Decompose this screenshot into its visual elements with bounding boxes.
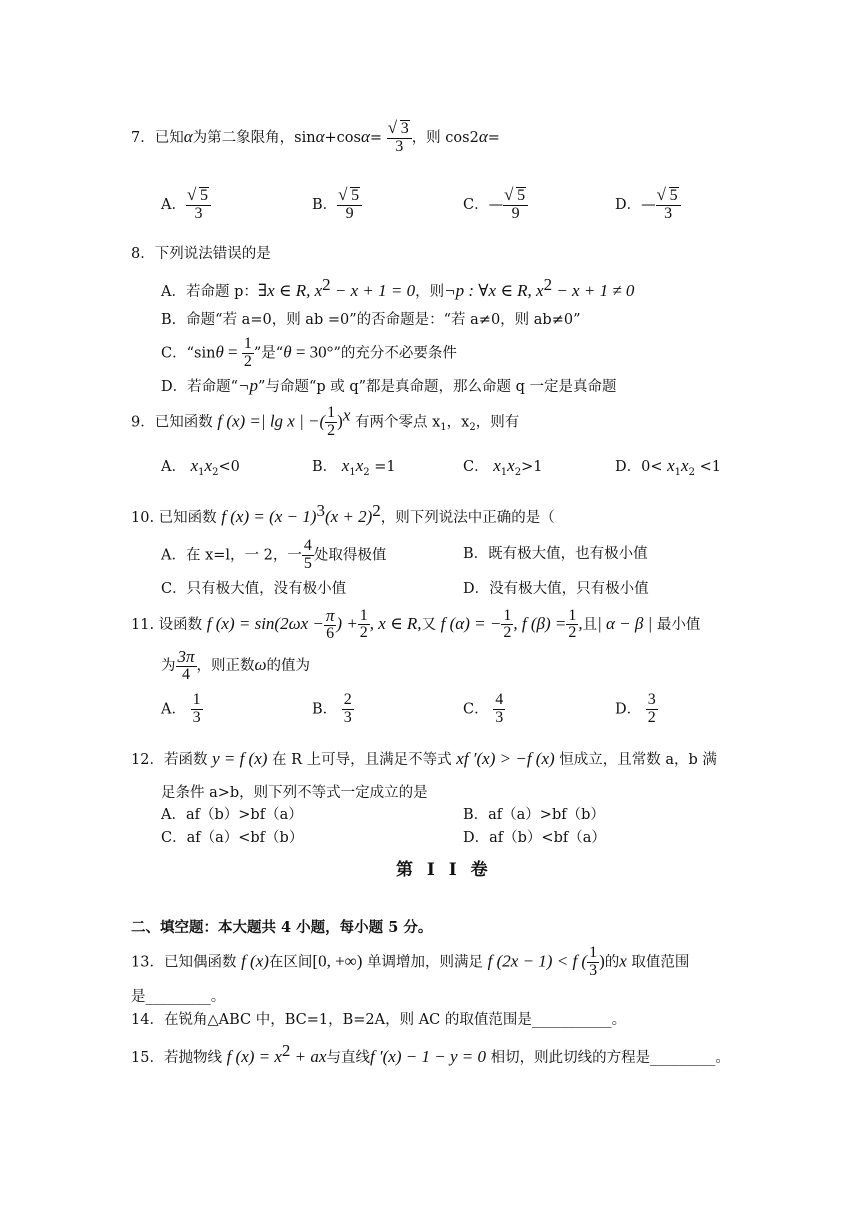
q7-option-c: C．— √ $\frac{5}{9}$: [463, 187, 528, 223]
question-8-stem: 8．下列说法错误的是: [131, 246, 271, 262]
q7-alpha: α: [183, 126, 193, 146]
q13-line-2: 是_________。: [131, 989, 226, 1005]
q8-option-b: B．命题“若 a=0，则 ab =0”的否命题是：“若 a≠0，则 ab≠0”: [161, 312, 581, 328]
q11-option-d: D． $\frac{3}{2}$: [615, 691, 656, 726]
q10-option-d: D．没有极大值，只有极小值: [463, 581, 649, 597]
question-7: [131, 120, 500, 156]
q12-option-b: B．af（a）>bf（b）: [463, 807, 605, 823]
question-12: 12．若函数 y = f (x) 在 R 上可导，且满足不等式 xf ′(x) > −f (x) 恒成立，且常数 a，b 满: [131, 749, 717, 768]
q8-option-a: A．若命题 p：∃x ∈ R, $x^2 - x + 1 = 0$，则¬p : ∀x ∈ R, $x^2 - x + 1 \ne 0$: [161, 275, 635, 300]
q9-option-c: C． $x_1x_2>1$: [463, 456, 543, 478]
q10-option-a: A．在 x=l，一 2，一 $\frac{4}{5}$ 处取得极值: [161, 537, 387, 572]
q11-option-b: B． $\frac{2}{3}$: [312, 691, 352, 726]
q9-option-a: A． $x_1x_2<0$: [161, 456, 240, 478]
q7-option-a: A． √ $\frac{5}{3}$: [161, 187, 211, 223]
question-15: 15．若抛物线 f $(x) = x^2$ + ax与直线f ′(x) − 1 − y = 0 相切，则此切线的方程是_________。: [131, 1041, 730, 1066]
q7-alpha-3: α: [360, 126, 370, 146]
q9-option-d: D．$0< x_1x_2 <1$: [615, 456, 721, 478]
q7-sqrt-value: 3: [400, 120, 409, 137]
q12-option-a: A．af（b）>bf（a）: [161, 807, 303, 823]
q7-value-fraction: [387, 120, 412, 156]
question-14: 14．在锐角△ABC 中，BC=1，B=2A，则 AC 的取值范围是___________。: [131, 1012, 627, 1028]
q12-option-d: D．af（b）<bf（a）: [463, 830, 606, 846]
q9-option-b: B． $x_1x_2 =1$: [312, 456, 396, 478]
q7-alpha-2: α: [315, 126, 325, 146]
q7-plus-cos: +cos: [324, 129, 361, 146]
q7-option-d: D．— √ $\frac{5}{3}$: [615, 187, 681, 223]
q7-eq: =: [369, 129, 383, 146]
q7-option-b: B． √ $\frac{5}{9}$: [312, 187, 362, 223]
q11-option-a: A． $\frac{1}{3}$: [161, 691, 201, 726]
q10-option-c: C．只有极大值，没有极小值: [161, 581, 347, 597]
q7-prefix: 7．已知: [131, 129, 184, 146]
q12-option-c: C．af（a）<bf（b）: [161, 830, 304, 846]
question-9: 9．已知函数 f (x) =| lg x | −( $\frac{1}{2}$ )$^x$ 有两个零点 $x_1$，$x_2$，则有: [131, 404, 520, 439]
part-2-heading: 二、填空题：本大题共 4 小题，每小题 5 分。: [131, 919, 433, 936]
q10-option-b: B．既有极大值，也有极小值: [463, 546, 648, 562]
q7-alpha-4: α: [478, 126, 488, 146]
question-10: 10. 已知函数 f $(x) = (x - 1)^3(x + 2)^2$，则下列说法中正确的是（: [131, 501, 555, 526]
q7-den: 3: [395, 137, 404, 155]
q8-option-c: C．“sinθ = $\frac{1}{2}$ ”是“θ = 30°”的充分不必要条件: [161, 335, 457, 370]
q7-text1: 为第二象限角，sin: [192, 129, 316, 146]
q8-option-d: D．若命题“¬p”与命题“p 或 q”都是真命题，那么命题 q 一定是真命题: [161, 376, 617, 395]
q7-text2: ，则 cos2: [411, 129, 479, 146]
q7-end: =: [487, 129, 500, 146]
question-13: 13．已知偶函数 f (x)在区间[0, +∞) 单调增加，则满足 f (2x − 1) < f ( $\frac{1}{3}$ )的x 取值范围: [131, 944, 690, 979]
q11-option-c: C． $\frac{4}{3}$: [463, 691, 504, 726]
q12-line-2: 足条件 a>b，则下列不等式一定成立的是: [161, 785, 428, 801]
section-title: 第 I I 卷: [396, 860, 492, 880]
q11-line-2: 为 $\frac{3\pi}{4}$ ，则正数ω的值为: [161, 647, 311, 683]
question-11: 11. 设函数 f (x) = sin(2ωx − $\frac{\pi}{6}$ ) + $\frac{1}{2}$ , x ∈ R,又 f (α) = − $\frac{1}{2}$ , f (β) = $\frac{1}{2}$ ,且| α − β | 最小值: [131, 606, 701, 642]
